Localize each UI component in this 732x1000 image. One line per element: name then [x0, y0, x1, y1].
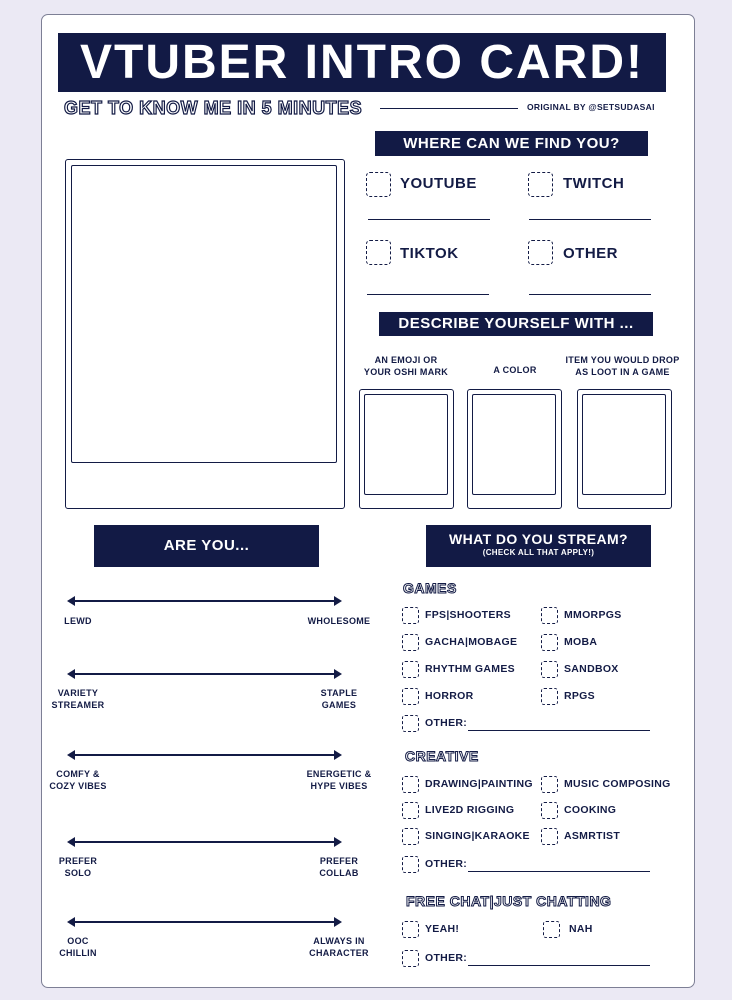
live2d-checkbox[interactable]: [402, 802, 419, 819]
live2d-label: LIVE2D RIGGING: [425, 804, 515, 816]
fps-checkbox[interactable]: [402, 607, 419, 624]
scale-arrow-lewd-wholesome[interactable]: [69, 600, 340, 602]
drawing-label: DRAWING|PAINTING: [425, 778, 533, 790]
scale-left-text: SOLO: [64, 868, 92, 878]
other-platform-line[interactable]: [529, 294, 651, 295]
card-subtitle: GET TO KNOW ME IN 5 MINUTES: [64, 98, 363, 118]
other-platform-label: OTHER: [563, 245, 618, 262]
twitch-line[interactable]: [529, 219, 651, 220]
drawing-checkbox[interactable]: [402, 776, 419, 793]
mmorpg-label: MMORPGS: [564, 609, 622, 621]
rpg-checkbox[interactable]: [541, 688, 558, 705]
creative-other-label: OTHER:: [425, 858, 468, 870]
music-label: MUSIC COMPOSING: [564, 778, 671, 790]
describe-emoji-line2: YOUR OSHI MARK: [363, 367, 449, 377]
scale-left-comfy: [44, 768, 112, 792]
emoji-box[interactable]: [364, 394, 448, 495]
chat-no-checkbox[interactable]: [543, 921, 560, 938]
rhythm-checkbox[interactable]: [402, 661, 419, 678]
scale-left-text: CHILLIN: [59, 948, 97, 958]
horror-label: HORROR: [425, 690, 474, 702]
describe-loot-label: [560, 354, 685, 378]
creative-section-title: CREATIVE: [405, 748, 479, 764]
cooking-checkbox[interactable]: [541, 802, 558, 819]
scale-arrow-comfy-energetic[interactable]: [69, 754, 340, 756]
cooking-label: COOKING: [564, 804, 617, 816]
youtube-line[interactable]: [368, 219, 490, 220]
photo-area[interactable]: [71, 165, 337, 463]
scale-right-energetic: [300, 768, 378, 792]
scale-left-variety: [44, 687, 112, 711]
scale-left-text: STREAMER: [51, 700, 105, 710]
scale-right-text: ENERGETIC &: [306, 769, 372, 779]
scale-right-wholesome: [300, 615, 378, 627]
rpg-label: RPGS: [564, 690, 595, 702]
chat-other-checkbox[interactable]: [402, 950, 419, 967]
describe-color-label: [464, 364, 566, 376]
asmr-checkbox[interactable]: [541, 828, 558, 845]
singing-label: SINGING|KARAOKE: [425, 830, 530, 842]
youtube-checkbox[interactable]: [366, 172, 391, 197]
chat-no-label: NAH: [569, 923, 593, 935]
scale-right-text: COLLAB: [319, 868, 359, 878]
asmr-label: ASMRTIST: [564, 830, 621, 842]
emoji-frame: [359, 389, 454, 509]
singing-checkbox[interactable]: [402, 828, 419, 845]
color-frame: [467, 389, 562, 509]
games-other-line[interactable]: [468, 730, 650, 731]
tiktok-checkbox[interactable]: [366, 240, 391, 265]
scale-left-text: LEWD: [64, 616, 92, 626]
chat-yes-checkbox[interactable]: [402, 921, 419, 938]
describe-loot-line1: ITEM YOU WOULD DROP: [565, 355, 680, 365]
scale-right-text: CHARACTER: [309, 948, 369, 958]
subtitle-divider: [380, 108, 518, 109]
scale-right-text: STAPLE: [320, 688, 358, 698]
chat-yes-label: YEAH!: [425, 923, 460, 935]
horror-checkbox[interactable]: [402, 688, 419, 705]
scale-right-text: PREFER: [319, 856, 359, 866]
color-box[interactable]: [472, 394, 556, 495]
describe-emoji-label: [355, 354, 457, 378]
creative-other-checkbox[interactable]: [402, 856, 419, 873]
rhythm-label: RHYTHM GAMES: [425, 663, 515, 675]
other-platform-checkbox[interactable]: [528, 240, 553, 265]
stream-header-subtitle: (CHECK ALL THAT APPLY!): [482, 548, 595, 557]
scale-left-text: PREFER: [58, 856, 98, 866]
describe-loot-line2: AS LOOT IN A GAME: [575, 367, 670, 377]
games-other-label: OTHER:: [425, 717, 468, 729]
fps-label: FPS|SHOOTERS: [425, 609, 511, 621]
sandbox-label: SANDBOX: [564, 663, 619, 675]
loot-frame: [577, 389, 672, 509]
scale-left-ooc: [44, 935, 112, 959]
scale-right-text: ALWAYS IN: [313, 936, 365, 946]
scale-right-collab: [304, 855, 374, 879]
scale-right-text: HYPE VIBES: [310, 781, 368, 791]
gacha-checkbox[interactable]: [402, 634, 419, 651]
gacha-label: GACHA|MOBAGE: [425, 636, 518, 648]
music-checkbox[interactable]: [541, 776, 558, 793]
games-other-checkbox[interactable]: [402, 715, 419, 732]
describe-emoji-line1: AN EMOJI OR: [374, 355, 438, 365]
find-header: WHERE CAN WE FIND YOU?: [375, 131, 648, 156]
twitch-label: TWITCH: [563, 175, 625, 192]
are-you-header: ARE YOU...: [94, 525, 319, 567]
twitch-checkbox[interactable]: [528, 172, 553, 197]
card-title: VTUBER INTRO CARD!: [58, 33, 666, 92]
loot-box[interactable]: [582, 394, 666, 495]
photo-frame: [65, 159, 345, 509]
scale-arrow-solo-collab[interactable]: [69, 841, 340, 843]
scale-right-text: GAMES: [321, 700, 357, 710]
moba-label: MOBA: [564, 636, 598, 648]
tiktok-line[interactable]: [367, 294, 489, 295]
creative-other-line[interactable]: [468, 871, 650, 872]
scale-left-text: COZY VIBES: [49, 781, 107, 791]
scale-right-character: [300, 935, 378, 959]
scale-right-text: WHOLESOME: [307, 616, 371, 626]
games-section-title: GAMES: [403, 580, 457, 596]
scale-arrow-variety-staple[interactable]: [69, 673, 340, 675]
scale-left-text: COMFY &: [56, 769, 100, 779]
stream-header-title: WHAT DO YOU STREAM?: [449, 531, 628, 547]
describe-header: DESCRIBE YOURSELF WITH ...: [379, 312, 653, 336]
moba-checkbox[interactable]: [541, 634, 558, 651]
chat-other-label: OTHER:: [425, 952, 468, 964]
describe-color-line1: A COLOR: [493, 365, 537, 375]
scale-left-lewd: [46, 615, 110, 627]
mmorpg-checkbox[interactable]: [541, 607, 558, 624]
scale-arrow-ooc-character[interactable]: [69, 921, 340, 923]
scale-right-staple: [304, 687, 374, 711]
credit-text: ORIGINAL BY @SETSUDASAI: [527, 102, 655, 112]
scale-left-text: VARIETY: [57, 688, 99, 698]
scale-left-text: OOC: [67, 936, 89, 946]
tiktok-label: TIKTOK: [400, 245, 459, 262]
youtube-label: YOUTUBE: [400, 175, 477, 192]
chat-section-title: FREE CHAT|JUST CHATTING: [406, 893, 612, 909]
sandbox-checkbox[interactable]: [541, 661, 558, 678]
stream-header: [426, 525, 651, 567]
chat-other-line[interactable]: [468, 965, 650, 966]
scale-left-solo: [44, 855, 112, 879]
